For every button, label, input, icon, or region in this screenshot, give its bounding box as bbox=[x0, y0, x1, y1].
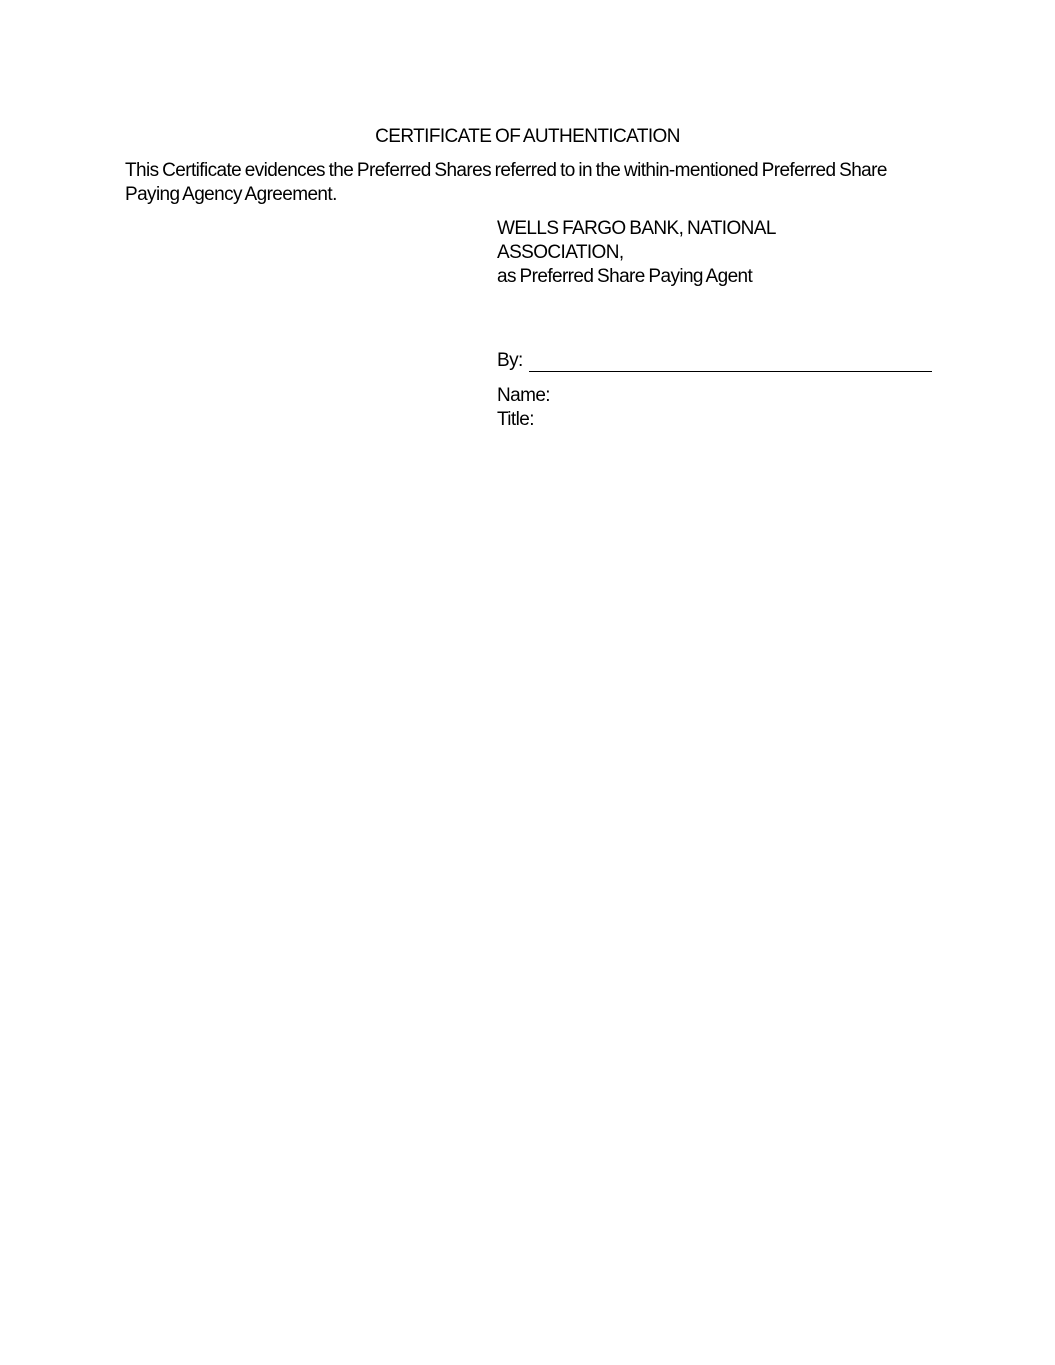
signature-row bbox=[497, 349, 937, 375]
title-label: Title: bbox=[497, 409, 534, 430]
signatory-name-line-1: WELLS FARGO BANK, NATIONAL bbox=[497, 218, 776, 239]
certificate-body-text: This Certificate evidences the Preferred Shares referred to in the within-mentioned Preferred Share Paying Agency Agreement. bbox=[125, 160, 887, 205]
by-label: By: bbox=[497, 350, 523, 371]
signatory-block bbox=[497, 217, 937, 289]
signatory-capacity: as Preferred Share Paying Agent bbox=[497, 266, 753, 287]
name-title-block bbox=[497, 384, 937, 432]
certificate-title: CERTIFICATE OF AUTHENTICATION bbox=[375, 126, 680, 147]
name-label: Name: bbox=[497, 385, 550, 406]
signatory-name-line-2: ASSOCIATION, bbox=[497, 242, 624, 263]
signature-line bbox=[529, 371, 932, 372]
